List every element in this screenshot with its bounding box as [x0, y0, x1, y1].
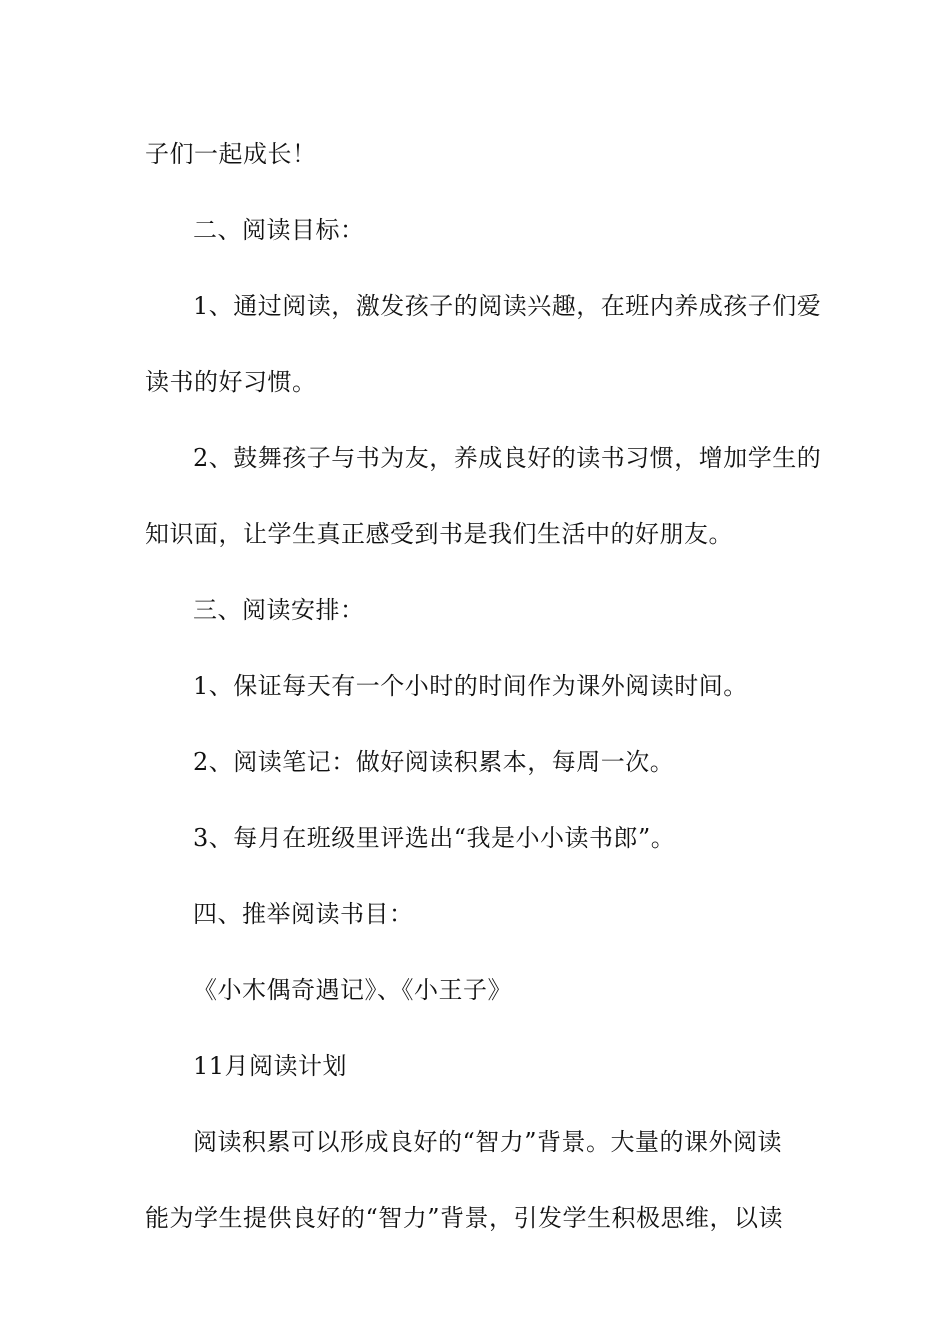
heading-reading-arrangement: 三、阅读安排：: [193, 596, 365, 624]
heading-recommended-books: 四、推举阅读书目：: [193, 900, 414, 928]
arrangement-item-1: 1、保证每天有一个小时的时间作为课外阅读时间。: [193, 672, 748, 700]
heading-reading-goals: 二、阅读目标：: [193, 216, 365, 244]
paragraph-accumulation-line-1: 阅读积累可以形成良好的“智力”背景。大量的课外阅读: [193, 1128, 783, 1156]
arrangement-item-2: 2、阅读笔记：做好阅读积累本，每周一次。: [193, 748, 675, 776]
paragraph-accumulation-line-2: 能为学生提供良好的“智力”背景，引发学生积极思维，以读: [145, 1204, 784, 1232]
text-line-closing: 子们一起成长！: [145, 140, 317, 168]
section-title-november-plan: 11月阅读计划: [193, 1052, 348, 1080]
paragraph-goal-1-line-1: 1、通过阅读，激发孩子的阅读兴趣，在班内养成孩子们爱: [193, 292, 822, 320]
arrangement-item-3: 3、每月在班级里评选出“我是小小读书郎”。: [193, 824, 676, 852]
paragraph-goal-2-line-1: 2、鼓舞孩子与书为友，养成良好的读书习惯，增加学生的: [193, 444, 822, 472]
paragraph-goal-1-line-2: 读书的好习惯。: [145, 368, 317, 396]
paragraph-goal-2-line-2: 知识面，让学生真正感受到书是我们生活中的好朋友。: [145, 520, 733, 548]
recommended-book-titles: 《小木偶奇遇记》、《小王子》: [193, 976, 512, 1004]
